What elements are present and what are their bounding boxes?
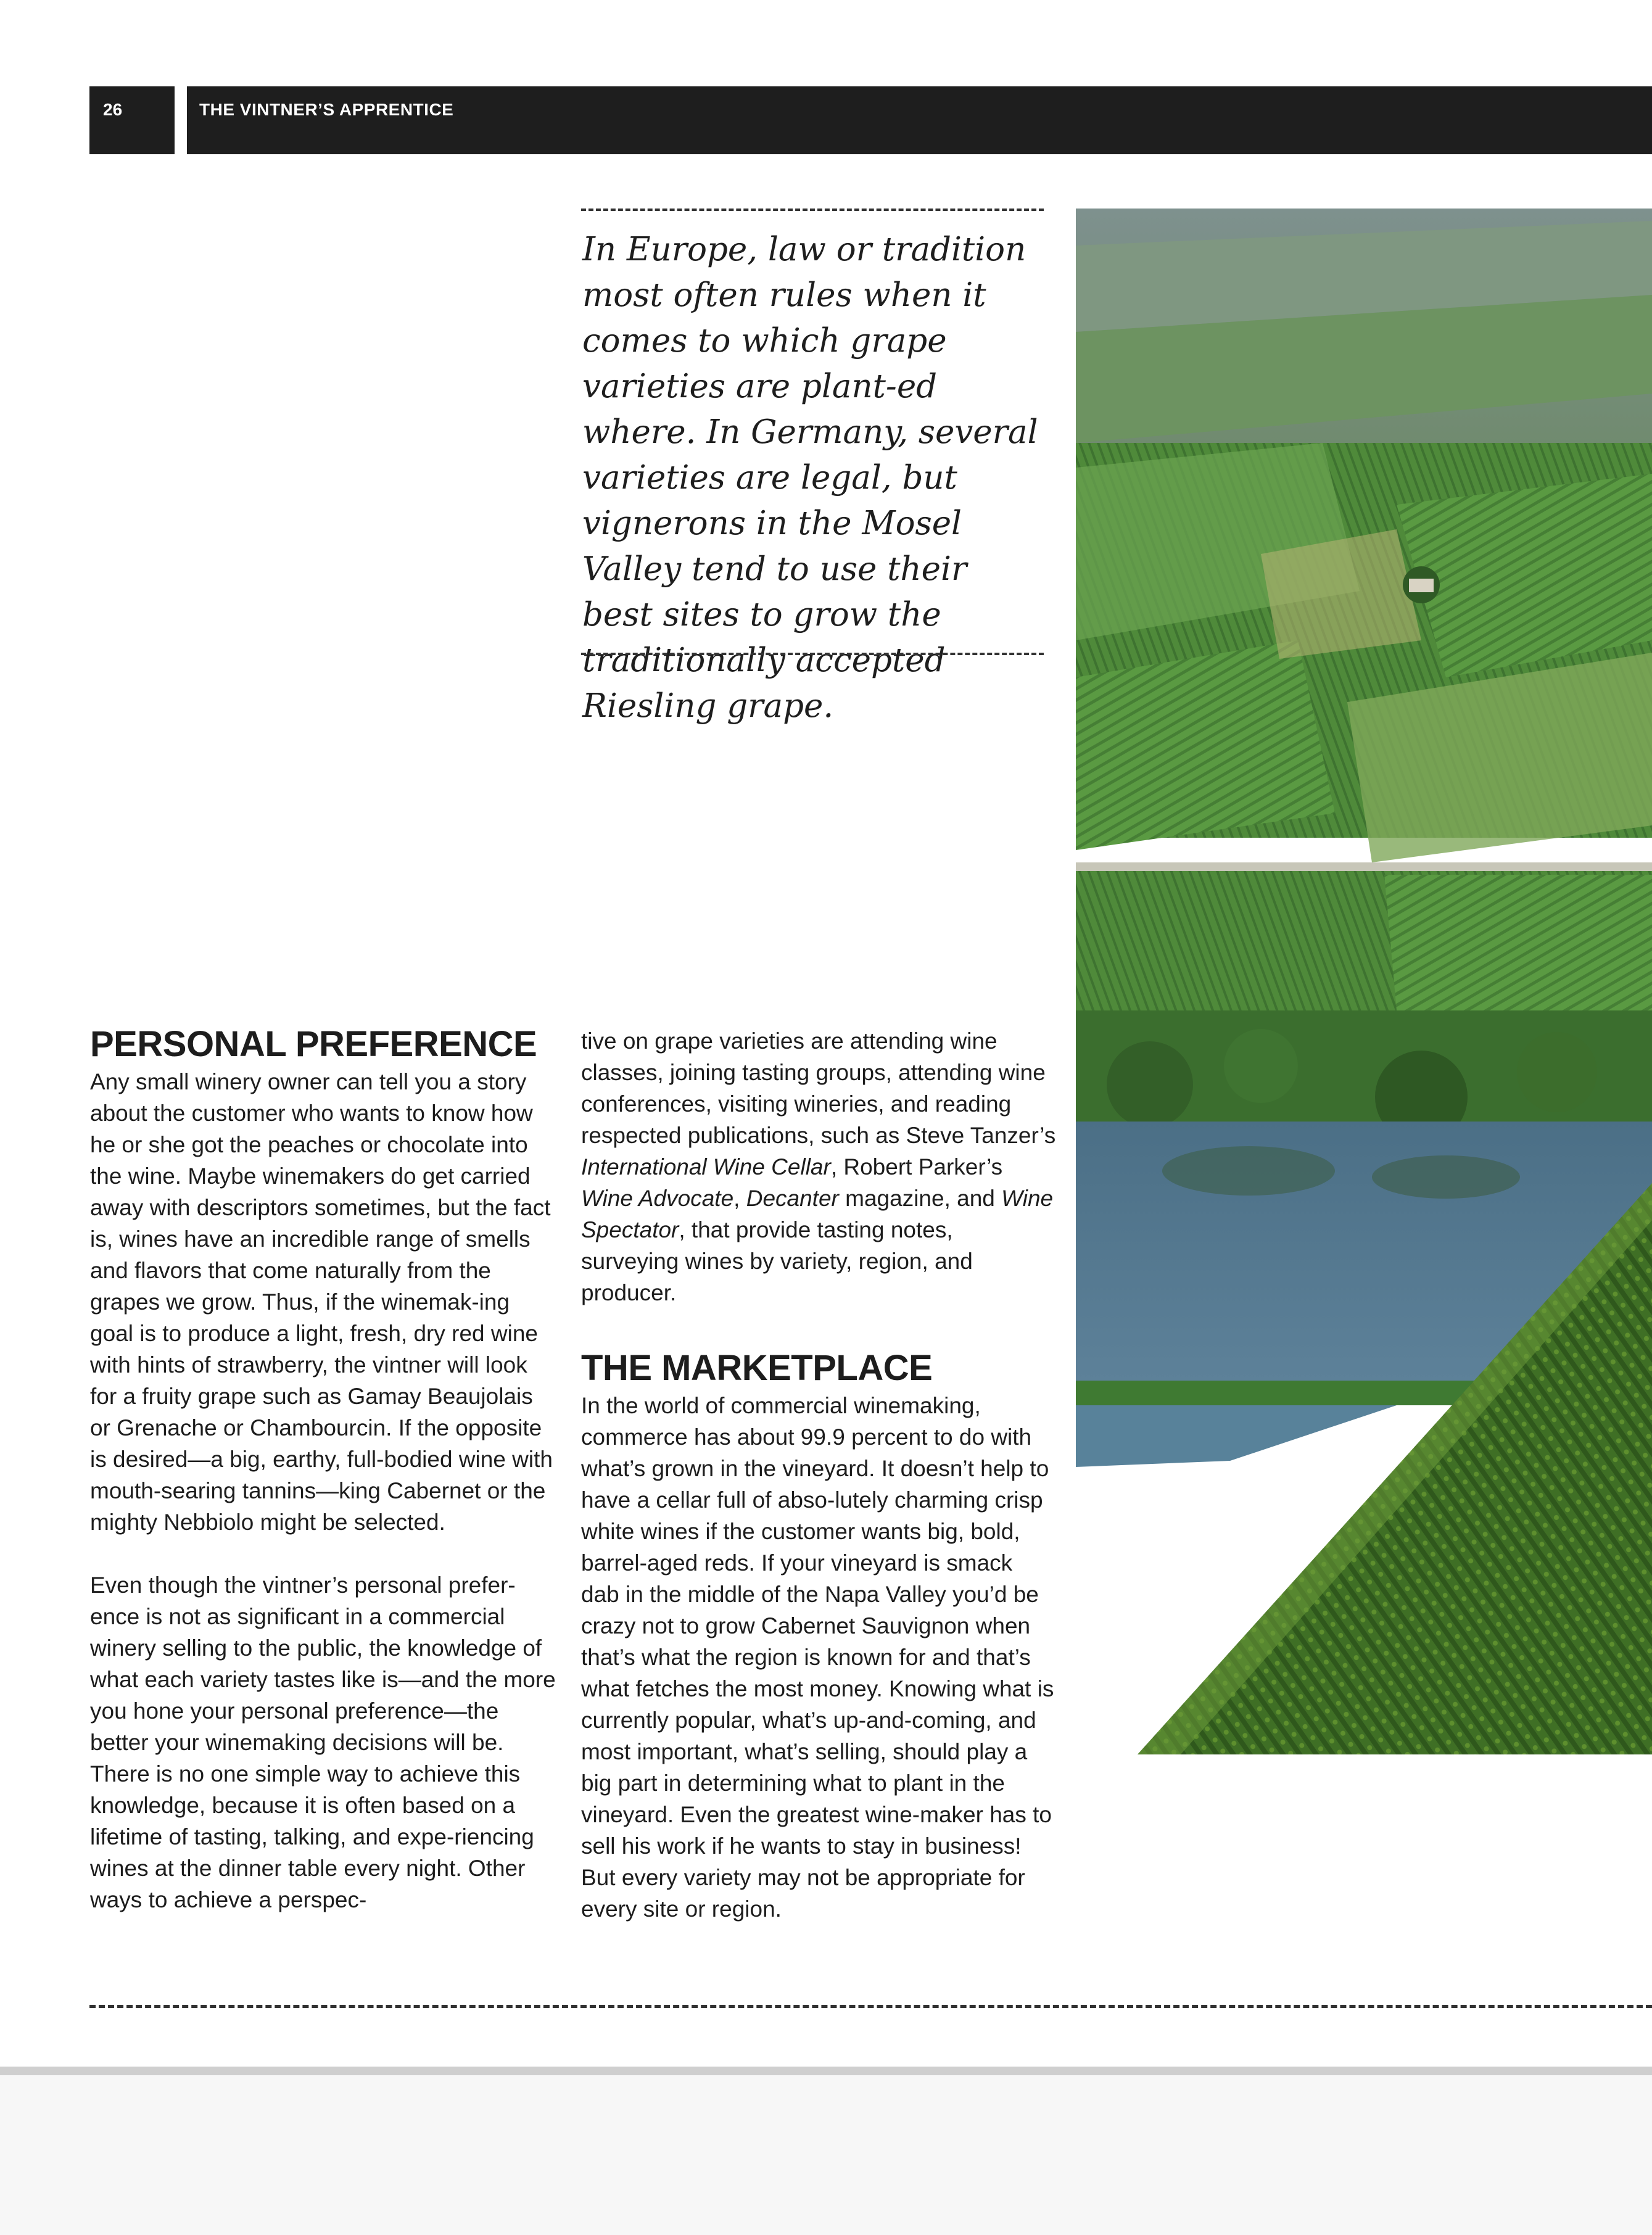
marketplace-heading: THE MARKETPLACE [581, 1348, 933, 1388]
page-edge-rule [0, 2067, 1652, 2075]
continuation-text-4: magazine, and [838, 1186, 1002, 1211]
page-number: 26 [103, 100, 123, 119]
vineyard-aerial-photo [1076, 209, 1652, 1754]
continuation-text-2: , Robert Parker’s [830, 1154, 1003, 1179]
pull-quote-text: In Europe, law or tradition most often rules when it comes to which grape varieties are plant-ed where. In Germany, several varieties are legal, but vignerons in the Mosel Valley tend to use their best sites to grow the traditionally accepted Riesling grape. [582, 231, 1038, 725]
publication-wine-spectator: Wine Spectator [581, 1186, 1054, 1242]
publication-decanter: Decanter [746, 1186, 839, 1211]
personal-preference-paragraph-2: Even though the vintner’s personal prefer-ence is not as significant in a commercial winery selling to the public, the knowledge of what each variety tastes like is—and the more you hone your personal preference—the better your winemaking decisions will be. There is no one simple way to achieve this knowledge, because it is often based on a lifetime of tasting, talking, and expe-riencing wines at the dinner table every night. Other ways to achieve a perspec- [90, 1572, 556, 1912]
left-column [90, 1023, 559, 1915]
continuation-text-3: , [733, 1186, 746, 1211]
running-title: THE VINTNER’S APPRENTICE [199, 100, 454, 119]
publication-international-wine-cellar: International Wine Cellar [581, 1154, 831, 1179]
publication-wine-advocate: Wine Advocate [581, 1186, 734, 1211]
pull-quote [581, 202, 1044, 725]
page-bottom-dashed-rule [89, 2005, 1652, 2008]
personal-preference-continuation [581, 1025, 1056, 1308]
page-number-box [89, 86, 175, 154]
marketplace-paragraph: In the world of commercial winemaking, commerce has about 99.9 percent to do with what’s grown in the vineyard. It doesn’t help to have a cellar full of abso-lutely charming crisp white wines if the customer wants big, bold, barrel-aged reds. If your vineyard is smack dab in the middle of the Napa Valley you’d be crazy not to grow Cabernet Sauvignon when that’s what the region is known for and that’s what fetches the most money. Knowing what is currently popular, what’s up-and-coming, and most important, what’s selling, should play a big part in determining what to plant in the vineyard. Even the greatest wine-maker has to sell his work if he wants to stay in business! But every variety may not be appropriate for every site or region. [581, 1393, 1054, 1922]
pull-quote-bottom-rule [581, 653, 1044, 655]
personal-preference-heading: PERSONAL PREFERENCE [90, 1024, 537, 1064]
continuation-text-1: tive on grape varieties are attending wine classes, joining tasting groups, attending wine conferences, visiting wineries, and reading respected publications, such as Steve Tanzer’s [581, 1028, 1056, 1148]
pull-quote-top-rule [581, 209, 1044, 211]
personal-preference-paragraph-1: Any small winery owner can tell you a story about the customer who wants to know how he or she got the peaches or chocolate into the wine. Maybe winemakers do get carried away with descriptors sometimes, but the fact is, wines have an incredible range of smells and flavors that come naturally from the grapes we grow. Thus, if the winemak-ing goal is to produce a light, fresh, dry red wine with hints of strawberry, the vintner will look for a fruity grape such as Gamay Beaujolais or Grenache or Chambourcin. If the opposite is desired—a big, earthy, full-bodied wine with mouth-searing tannins—king Cabernet or the mighty Nebbiolo might be selected. [90, 1069, 553, 1535]
right-column [581, 1025, 1056, 1925]
running-header-bar [187, 86, 1652, 154]
continuation-text-5: , that provide tasting notes, surveying wines by variety, region, and producer. [581, 1217, 973, 1305]
